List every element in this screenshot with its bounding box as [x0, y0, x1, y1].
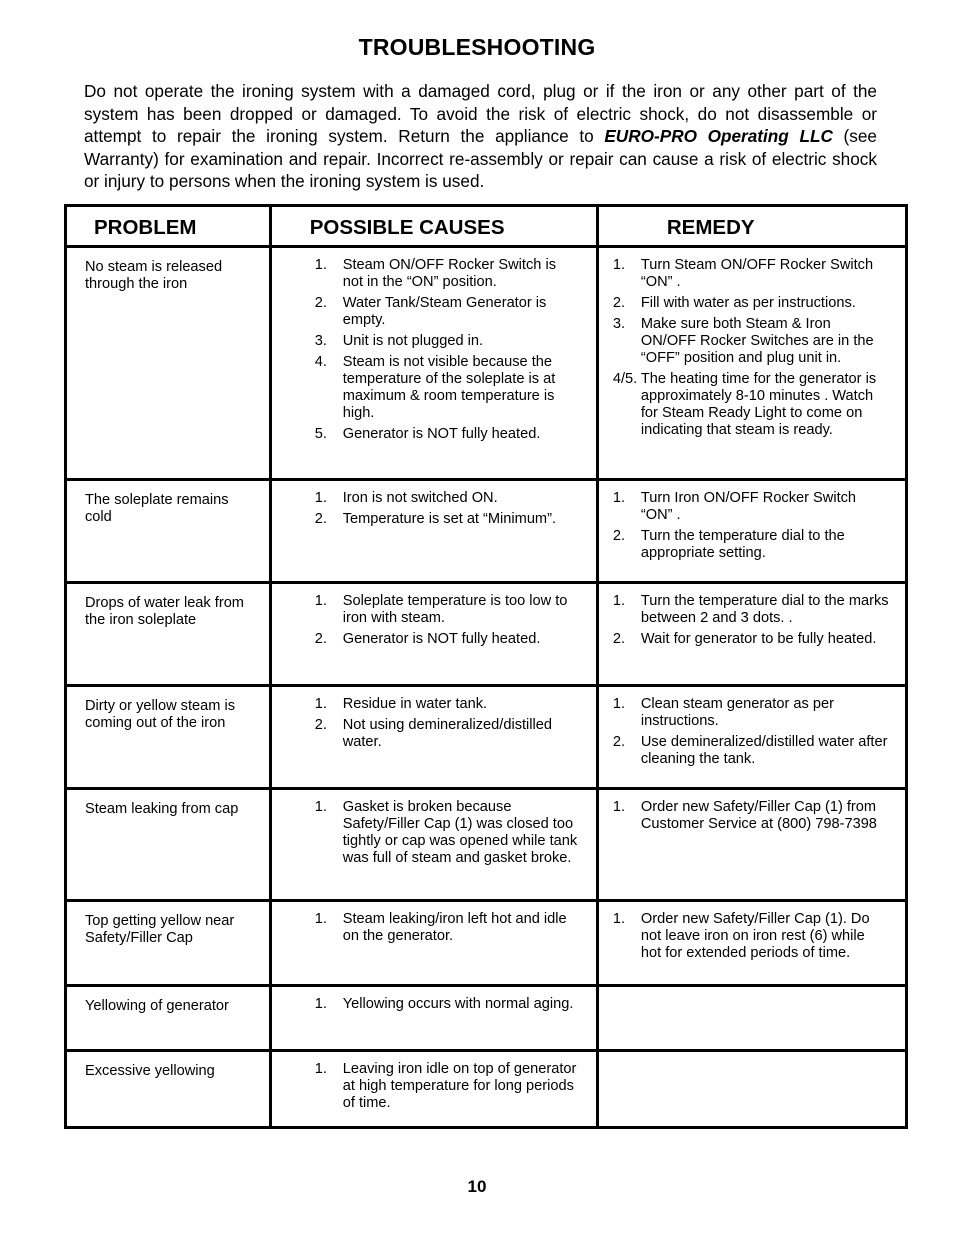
list-item	[599, 734, 889, 768]
item-text: Unit is not plugged in.	[342, 333, 484, 349]
problem-cell	[66, 247, 271, 480]
remedy-cell	[597, 583, 906, 686]
possible-causes-cell	[270, 986, 597, 1051]
list-item	[272, 696, 580, 713]
header-possible-causes: POSSIBLE CAUSES	[270, 206, 597, 247]
item-text: Steam leaking/iron left hot and idle on the generator.	[342, 911, 567, 944]
causes-list	[272, 248, 596, 443]
item-number: 1.	[314, 593, 327, 609]
table-row	[66, 480, 907, 583]
table-row	[66, 686, 907, 789]
item-number: 1.	[612, 593, 626, 609]
item-number: 3.	[612, 316, 626, 332]
table-row	[66, 986, 907, 1051]
remedy-cell	[597, 986, 906, 1051]
list-item	[272, 426, 580, 443]
problem-text: Top getting yellow near Safety/Filler Cap	[85, 913, 235, 946]
list-item	[272, 996, 580, 1013]
item-number: 1.	[612, 696, 626, 712]
item-number: 1.	[612, 490, 626, 506]
list-item	[599, 911, 889, 962]
item-number: 1.	[314, 799, 327, 815]
item-text: Temperature is set at “Minimum”.	[342, 511, 557, 527]
list-item	[272, 511, 580, 528]
item-text: Generator is NOT fully heated.	[342, 631, 541, 647]
possible-causes-cell	[270, 686, 597, 789]
item-number: 1.	[612, 911, 626, 927]
list-item	[599, 371, 889, 439]
possible-causes-cell	[270, 583, 597, 686]
list-item	[272, 911, 580, 945]
remedy-list	[599, 902, 905, 962]
causes-list	[272, 790, 596, 867]
problem-cell	[66, 480, 271, 583]
page-title: TROUBLESHOOTING	[358, 34, 596, 60]
item-number: 2.	[314, 717, 327, 733]
page-number: 10	[467, 1177, 487, 1196]
item-text: Leaving iron idle on top of generator at high temperature for long periods of time.	[342, 1061, 577, 1111]
item-text: Gasket is broken because Safety/Filler Cap (1) was closed too tightly or cap was opened while tank was full of steam and gasket broke.	[342, 799, 578, 866]
list-item	[272, 490, 580, 507]
item-text: Yellowing occurs with normal aging.	[342, 996, 574, 1012]
item-number: 1.	[314, 911, 327, 927]
problem-text: Yellowing of generator	[85, 998, 229, 1014]
header-remedy: REMEDY	[597, 206, 906, 247]
possible-causes-cell	[270, 901, 597, 986]
remedy-cell	[597, 789, 906, 901]
possible-causes-cell	[270, 480, 597, 583]
item-text: Soleplate temperature is too low to iron with steam.	[342, 593, 568, 626]
item-number: 1.	[314, 490, 327, 506]
item-text: Make sure both Steam & Iron ON/OFF Rocker Switches are in the “OFF” position and plug unit in.	[640, 316, 874, 366]
problem-cell	[66, 686, 271, 789]
item-number: 2.	[314, 295, 327, 311]
problem-text: Excessive yellowing	[85, 1063, 215, 1079]
item-number: 1.	[612, 257, 626, 273]
problem-cell	[66, 1051, 271, 1128]
item-number: 2.	[612, 734, 626, 750]
remedy-list	[599, 1052, 905, 1061]
list-item	[599, 631, 889, 648]
item-text: Wait for generator to be fully heated.	[640, 631, 877, 647]
item-text: Clean steam generator as per instructions.	[640, 696, 834, 729]
list-item	[272, 295, 580, 329]
table-row	[66, 247, 907, 480]
list-item	[599, 593, 889, 627]
list-item	[272, 333, 580, 350]
item-text: Steam ON/OFF Rocker Switch is not in the “ON” position.	[342, 257, 556, 290]
list-item	[599, 257, 889, 291]
item-text: Residue in water tank.	[342, 696, 488, 712]
item-number: 3.	[314, 333, 327, 349]
item-number: 1.	[612, 799, 626, 815]
problem-text: The soleplate remains cold	[85, 492, 229, 525]
table-header-row	[66, 206, 907, 247]
list-item	[272, 593, 580, 627]
table-row	[66, 789, 907, 901]
problem-text: Steam leaking from cap	[85, 801, 239, 817]
remedy-list	[599, 790, 905, 833]
remedy-cell	[597, 901, 906, 986]
problem-cell	[66, 986, 271, 1051]
header-problem: PROBLEM	[66, 206, 271, 247]
list-item	[599, 316, 889, 367]
item-text: Iron is not switched ON.	[342, 490, 498, 506]
possible-causes-cell	[270, 247, 597, 480]
intro-text-after: (see Warranty) for examination and repair. Incorrect re-assembly or repair can cause a risk of electric shock or injury to persons when the ironing system is used.	[84, 126, 877, 192]
troubleshooting-table	[64, 204, 908, 1129]
item-text: Water Tank/Steam Generator is empty.	[342, 295, 547, 328]
list-item	[272, 1061, 580, 1112]
list-item	[599, 799, 889, 833]
remedy-list	[599, 481, 905, 562]
list-item	[599, 528, 889, 562]
table-row	[66, 583, 907, 686]
list-item	[272, 717, 580, 751]
item-number: 1.	[314, 257, 327, 273]
item-text: Fill with water as per instructions.	[640, 295, 856, 311]
list-item	[272, 799, 580, 867]
item-number: 2.	[314, 631, 327, 647]
list-item	[599, 490, 889, 524]
table-row	[66, 901, 907, 986]
item-text: Order new Safety/Filler Cap (1) from Customer Service at (800) 798-7398	[640, 799, 877, 832]
problem-cell	[66, 901, 271, 986]
item-number: 1.	[314, 996, 327, 1012]
remedy-list	[599, 248, 905, 439]
item-text: Turn the temperature dial to the appropriate setting.	[640, 528, 845, 561]
causes-list	[272, 584, 596, 648]
causes-list	[272, 987, 596, 1013]
list-item	[272, 354, 580, 422]
problem-text: No steam is released through the iron	[85, 259, 223, 292]
remedy-cell	[597, 247, 906, 480]
intro-text-before: Do not operate the ironing system with a damaged cord, plug or if the iron or any other part of the system has been dropped or damaged. To avoid the risk of electric shock, do not disassemble or attempt to repair the ironing system. Return the appliance to	[84, 81, 877, 147]
problem-text: Drops of water leak from the iron soleplate	[85, 595, 244, 628]
item-number: 2.	[612, 631, 626, 647]
possible-causes-cell	[270, 789, 597, 901]
list-item	[599, 295, 889, 312]
item-number: 1.	[314, 1061, 327, 1077]
causes-list	[272, 902, 596, 945]
item-text: Use demineralized/distilled water after cleaning the tank.	[640, 734, 888, 767]
causes-list	[272, 687, 596, 751]
item-text: Turn Steam ON/OFF Rocker Switch “ON” .	[640, 257, 874, 290]
item-text: Turn Iron ON/OFF Rocker Switch “ON” .	[640, 490, 857, 523]
item-text: The heating time for the generator is approximately 8-10 minutes . Watch for Steam Ready Light to come on indicating that steam is ready.	[640, 371, 877, 438]
item-number: 4/5.	[612, 371, 638, 387]
remedy-cell	[597, 480, 906, 583]
problem-cell	[66, 789, 271, 901]
list-item	[599, 696, 889, 730]
table-row	[66, 1051, 907, 1128]
problem-cell	[66, 583, 271, 686]
item-number: 2.	[314, 511, 327, 527]
list-item	[272, 631, 580, 648]
item-text: Not using demineralized/distilled water.	[342, 717, 553, 750]
item-text: Order new Safety/Filler Cap (1). Do not leave iron on iron rest (6) while hot for extended periods of time.	[640, 911, 870, 961]
list-item	[272, 257, 580, 291]
causes-list	[272, 1052, 596, 1112]
item-number: 4.	[314, 354, 327, 370]
remedy-list	[599, 687, 905, 768]
problem-text: Dirty or yellow steam is coming out of the iron	[85, 698, 236, 731]
remedy-list	[599, 584, 905, 648]
item-number: 2.	[612, 528, 626, 544]
remedy-list	[599, 987, 905, 996]
intro-paragraph	[84, 80, 877, 193]
remedy-cell	[597, 686, 906, 789]
company-name: EURO-PRO Operating LLC	[604, 126, 833, 147]
item-text: Generator is NOT fully heated.	[342, 426, 541, 442]
item-number: 2.	[612, 295, 626, 311]
remedy-cell	[597, 1051, 906, 1128]
item-number: 1.	[314, 696, 327, 712]
causes-list	[272, 481, 596, 528]
item-text: Turn the temperature dial to the marks between 2 and 3 dots. .	[640, 593, 889, 626]
possible-causes-cell	[270, 1051, 597, 1128]
item-number: 5.	[314, 426, 327, 442]
item-text: Steam is not visible because the temperature of the soleplate is at maximum & room temperature is high.	[342, 354, 556, 421]
